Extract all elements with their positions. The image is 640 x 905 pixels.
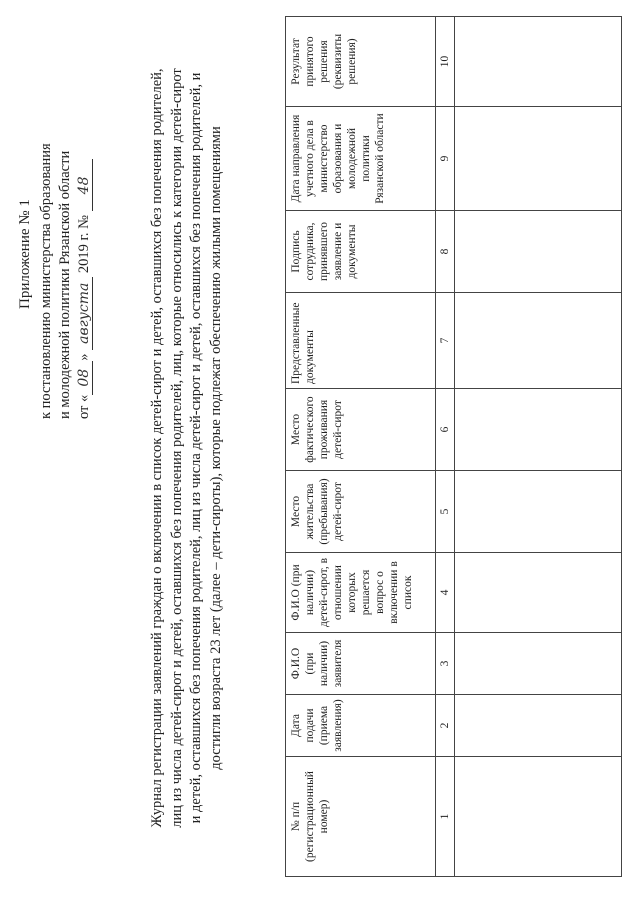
column-number: 3 <box>436 633 455 695</box>
appendix-line-2: и молодежной политики Рязанской области <box>57 150 73 419</box>
header-cell-registration-number: № п/п (регистрационный номер) <box>286 757 436 877</box>
journal-title: Журнал регистрации заявлений граждан о включении в список детей-сирот и детей, оставшихся без попечения родителей, лиц из числа детей-сирот и детей, оставшихся без попечения родителей, лиц, которые относились к категории детей-сирот и детей, оставшихся без попечения родителей, лиц из числа детей-сирот и детей, оставшихся без попечения родителей, и достигли возраста 23 лет (далее – дети-сироты), которые подлежат обеспечению жилыми помещениями <box>149 68 224 828</box>
date-mid: » <box>76 353 92 361</box>
table-cell <box>455 107 622 211</box>
appendix-date-line <box>75 19 94 419</box>
appendix-line-1: к постановлению министерства образования <box>38 143 54 419</box>
table-cell <box>455 17 622 107</box>
table-cell <box>455 471 622 553</box>
header-cell-orphan-names: Ф.И.О (при наличии) детей-сирот, в отношении которых решается вопрос о включении в список <box>286 553 436 633</box>
table-row <box>455 17 622 877</box>
column-number-row <box>436 17 455 877</box>
header-cell-employee-signature: Подпись сотрудника, принявшего заявление и документы <box>286 211 436 293</box>
column-number: 8 <box>436 211 455 293</box>
column-number: 2 <box>436 695 455 757</box>
column-number: 1 <box>436 757 455 877</box>
table-header-row <box>286 17 436 877</box>
header-cell-documents: Представленные документы <box>286 293 436 389</box>
column-number: 9 <box>436 107 455 211</box>
appendix-title: Приложение № 1 <box>17 199 33 309</box>
header-cell-residence: Место жительства (пребывания) детей-сирот <box>286 471 436 553</box>
date-prefix: от « <box>76 394 92 419</box>
date-year: 2019 г. № <box>76 215 92 274</box>
table-cell <box>455 553 622 633</box>
date-day-handwritten: 08 <box>77 361 93 395</box>
header-cell-actual-residence: Место фактического проживания детей-сирот <box>286 389 436 471</box>
table-cell <box>455 211 622 293</box>
appendix-block <box>16 19 94 419</box>
table-cell <box>455 293 622 389</box>
header-cell-applicant-name: Ф.И.О (при наличии) заявителя <box>286 633 436 695</box>
table-cell <box>455 757 622 877</box>
column-number: 4 <box>436 553 455 633</box>
document-number-handwritten: 48 <box>77 159 93 211</box>
table-cell <box>455 695 622 757</box>
journal-table <box>285 16 622 877</box>
column-number: 10 <box>436 17 455 107</box>
column-number: 7 <box>436 293 455 389</box>
column-number: 6 <box>436 389 455 471</box>
header-cell-decision-result: Результат принятого решения (реквизиты решения) <box>286 17 436 107</box>
date-month-handwritten: августа <box>77 277 93 350</box>
column-number: 5 <box>436 471 455 553</box>
header-cell-submission-date: Дата подачи (приема заявления) <box>286 695 436 757</box>
header-cell-case-sent-date: Дата направления учетного дела в министерство образования и молодежной политики Рязанской области <box>286 107 436 211</box>
table-cell <box>455 389 622 471</box>
table-cell <box>455 633 622 695</box>
